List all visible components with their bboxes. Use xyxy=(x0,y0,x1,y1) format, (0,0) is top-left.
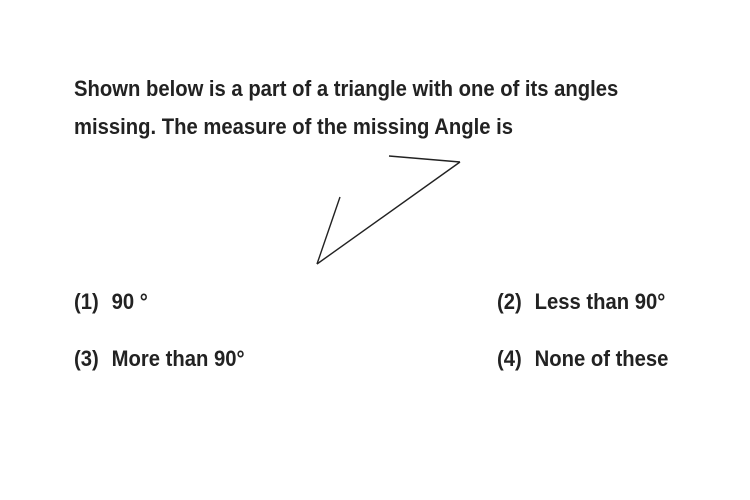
triangle-side-short xyxy=(317,197,340,264)
option-1-number: (1) xyxy=(74,289,99,314)
option-4[interactable] xyxy=(497,346,668,372)
question-line-1: Shown below is a part of a triangle with one of its angles xyxy=(74,76,619,101)
option-3[interactable] xyxy=(74,346,245,372)
triangle-side-top xyxy=(389,156,460,162)
option-2-text: Less than 90° xyxy=(534,289,666,314)
option-4-number: (4) xyxy=(497,346,522,371)
option-4-text: None of these xyxy=(534,346,669,371)
option-1[interactable] xyxy=(74,289,148,315)
option-2-number: (2) xyxy=(497,289,522,314)
triangle-side-long xyxy=(317,162,460,264)
option-3-text: More than 90° xyxy=(111,346,245,371)
question-line-2: missing. The measure of the missing Angle is xyxy=(74,114,514,139)
option-1-text: 90 ° xyxy=(111,289,148,314)
option-3-number: (3) xyxy=(74,346,99,371)
option-2[interactable] xyxy=(497,289,665,315)
